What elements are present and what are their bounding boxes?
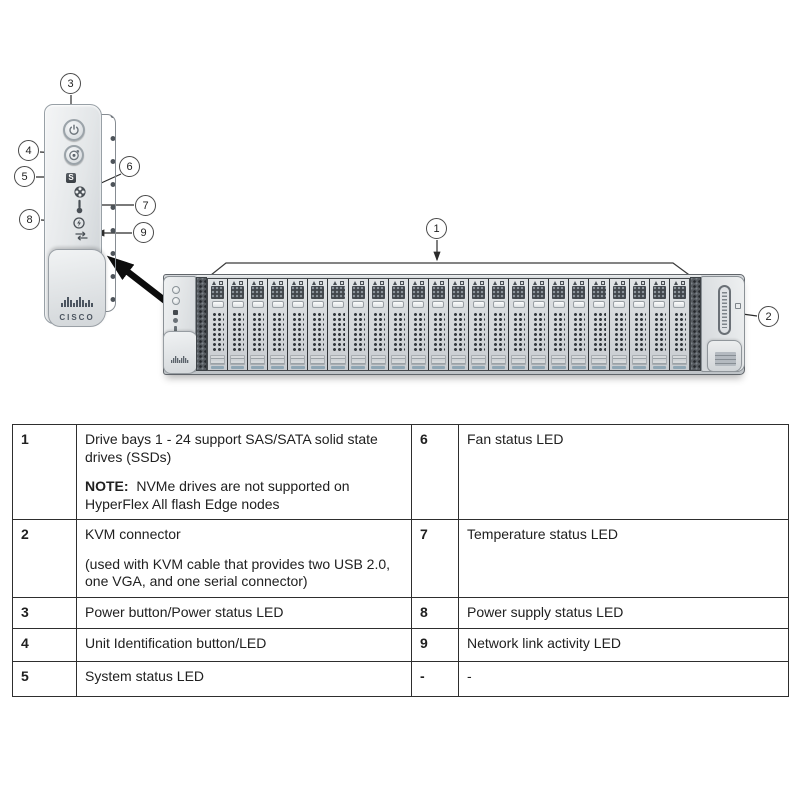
tray-release-latch (312, 301, 324, 308)
tray-warning-icon (553, 281, 557, 285)
description-paragraph: Drive bays 1 - 24 support SAS/SATA solid state drives (SSDs) (85, 431, 378, 465)
tray-base-tick (432, 366, 445, 369)
tray-vent-holes (412, 311, 425, 353)
tray-warning-icon (433, 281, 437, 285)
callout-5: 5 (14, 166, 35, 187)
tray-vent-holes (372, 311, 385, 353)
tray-base-tick (532, 366, 545, 369)
tray-indicator-icons (248, 279, 267, 286)
tray-activity-icon (380, 281, 384, 285)
tray-led-block (592, 286, 605, 299)
tray-release-latch (633, 301, 645, 308)
tray-vent-holes (271, 311, 284, 353)
tray-label (371, 355, 386, 365)
drive-bay-tray (308, 279, 327, 370)
left-vent-strip (196, 277, 207, 371)
tray-activity-icon (480, 281, 484, 285)
table-row (13, 520, 789, 598)
drive-bay-tray (489, 279, 508, 370)
callout-description-cell (459, 425, 789, 520)
tray-warning-icon (573, 281, 577, 285)
drive-bay-tray (369, 279, 388, 370)
unit-identification-icon (68, 149, 80, 161)
tray-led-block (472, 286, 485, 299)
drive-bay-tray (389, 279, 408, 370)
tray-led-block (653, 286, 666, 299)
callout-description-cell (459, 597, 789, 628)
tray-release-latch (232, 301, 244, 308)
tray-vent-holes (653, 311, 666, 353)
tray-warning-icon (533, 281, 537, 285)
description-paragraph: Fan status LED (467, 431, 564, 447)
callout-number-cell: 9 (412, 628, 459, 661)
tray-indicator-icons (469, 279, 488, 286)
tray-vent-holes (633, 311, 646, 353)
tray-base-tick (291, 366, 304, 369)
tray-label (652, 355, 667, 365)
callout-number-cell: 6 (412, 425, 459, 520)
tray-activity-icon (400, 281, 404, 285)
tray-vent-holes (231, 311, 244, 353)
tray-base-tick (592, 366, 605, 369)
callout-1: 1 (426, 218, 447, 239)
tray-release-latch (352, 301, 364, 308)
tray-indicator-icons (328, 279, 347, 286)
mini-power-button (172, 286, 180, 294)
drive-bay-tray (268, 279, 287, 370)
tray-led-block (613, 286, 626, 299)
tray-led-block (352, 286, 365, 299)
callout-description-cell (77, 597, 412, 628)
drive-bay-tray (630, 279, 649, 370)
callout-description-cell (459, 661, 789, 696)
tray-activity-icon (681, 281, 685, 285)
tray-vent-holes (472, 311, 485, 353)
tray-label (411, 355, 426, 365)
tray-vent-holes (291, 311, 304, 353)
product-label (715, 352, 736, 366)
callout-description-cell (77, 520, 412, 598)
description-paragraph: KVM connector (85, 526, 181, 542)
tray-led-block (372, 286, 385, 299)
drive-bay-tray (449, 279, 468, 370)
tray-led-block (392, 286, 405, 299)
callout-description-cell (77, 425, 412, 520)
tray-indicator-icons (549, 279, 568, 286)
tray-release-latch (252, 301, 264, 308)
drive-bay-tray (529, 279, 548, 370)
tray-release-latch (332, 301, 344, 308)
tray-indicator-icons (268, 279, 287, 286)
tray-base-tick (412, 366, 425, 369)
tray-activity-icon (500, 281, 504, 285)
tray-vent-holes (432, 311, 445, 353)
tray-label (551, 355, 566, 365)
tray-label (511, 355, 526, 365)
tray-activity-icon (641, 281, 645, 285)
tray-indicator-icons (509, 279, 528, 286)
power-button (63, 119, 85, 141)
tray-release-latch (292, 301, 304, 308)
table-row (13, 597, 789, 628)
tray-indicator-icons (610, 279, 629, 286)
drive-bay-tray (549, 279, 568, 370)
drive-bay-tray (429, 279, 448, 370)
tray-warning-icon (232, 281, 236, 285)
tray-led-block (251, 286, 264, 299)
drive-bay-tray (650, 279, 669, 370)
tray-release-latch (513, 301, 525, 308)
drive-bay-tray (208, 279, 227, 370)
tray-release-latch (493, 301, 505, 308)
tray-release-latch (212, 301, 224, 308)
server-cisco-flap (163, 331, 198, 374)
tray-led-block (452, 286, 465, 299)
tray-label (632, 355, 647, 365)
server-right-ear (701, 276, 745, 372)
tray-base-tick (371, 366, 384, 369)
tray-base-tick (673, 366, 686, 369)
fan-status-icon (74, 186, 86, 198)
tray-base-tick (211, 366, 224, 369)
tray-indicator-icons (569, 279, 588, 286)
control-panel-detail (44, 104, 116, 328)
description-paragraph: Network link activity LED (467, 634, 622, 651)
callout-9: 9 (133, 222, 154, 243)
tray-indicator-icons (349, 279, 368, 286)
drive-bay-tray (569, 279, 588, 370)
tray-activity-icon (661, 281, 665, 285)
drive-bay-tray (328, 279, 347, 370)
tray-led-block (532, 286, 545, 299)
callout-number-cell: - (412, 661, 459, 696)
tray-vent-holes (532, 311, 545, 353)
tray-label (310, 355, 325, 365)
tray-led-block (311, 286, 324, 299)
tray-base-tick (311, 366, 324, 369)
callout-7: 7 (135, 195, 156, 216)
drive-bay-tray (288, 279, 307, 370)
callout-number-cell: 1 (13, 425, 77, 520)
panel-front-face (44, 104, 102, 324)
tray-vent-holes (392, 311, 405, 353)
tray-base-tick (231, 366, 244, 369)
tray-label (431, 355, 446, 365)
tray-label (330, 355, 345, 365)
tray-led-block (552, 286, 565, 299)
tray-activity-icon (340, 281, 344, 285)
tray-label (571, 355, 586, 365)
table-row (13, 661, 789, 696)
tray-base-tick (633, 366, 646, 369)
tray-label (351, 355, 366, 365)
right-vent-strip (690, 277, 701, 371)
tray-warning-icon (353, 281, 357, 285)
tray-warning-icon (212, 281, 216, 285)
tray-label (612, 355, 627, 365)
mini-cisco-logo-bars-icon (171, 356, 191, 363)
mini-fan-status-icon (173, 318, 178, 323)
tray-base-tick (512, 366, 525, 369)
tray-release-latch (533, 301, 545, 308)
tray-label (250, 355, 265, 365)
tray-release-latch (473, 301, 485, 308)
callout-3: 3 (60, 73, 81, 94)
description-paragraph: Power supply status LED (467, 603, 624, 620)
tray-release-latch (613, 301, 625, 308)
tray-indicator-icons (288, 279, 307, 286)
temperature-status-icon (75, 199, 84, 214)
tray-led-block (412, 286, 425, 299)
tray-vent-holes (211, 311, 224, 353)
tray-led-block (492, 286, 505, 299)
tray-release-latch (452, 301, 464, 308)
tray-base-tick (472, 366, 485, 369)
tray-release-latch (272, 301, 284, 308)
tray-indicator-icons (650, 279, 669, 286)
mini-system-status-icon (173, 310, 178, 315)
callout-6: 6 (119, 156, 140, 177)
tray-led-block (211, 286, 224, 299)
drive-bay-tray (248, 279, 267, 370)
tray-label (451, 355, 466, 365)
callout-number-cell: 8 (412, 597, 459, 628)
tray-vent-holes (673, 311, 686, 353)
tray-warning-icon (453, 281, 457, 285)
tray-activity-icon (319, 281, 323, 285)
drive-bay-tray (610, 279, 629, 370)
tray-base-tick (351, 366, 364, 369)
tray-label (672, 355, 687, 365)
tray-indicator-icons (308, 279, 327, 286)
table-row (13, 425, 789, 520)
tray-activity-icon (460, 281, 464, 285)
callout-4: 4 (18, 140, 39, 161)
tray-label (491, 355, 506, 365)
tray-activity-icon (239, 281, 243, 285)
tray-warning-icon (594, 281, 598, 285)
tray-indicator-icons (389, 279, 408, 286)
tray-vent-holes (512, 311, 525, 353)
cisco-bezel-flap (48, 249, 106, 327)
tray-activity-icon (279, 281, 283, 285)
tray-led-block (633, 286, 646, 299)
tray-label (230, 355, 245, 365)
tray-led-block (432, 286, 445, 299)
drive-bay-tray (469, 279, 488, 370)
tray-indicator-icons (589, 279, 608, 286)
tray-indicator-icons (529, 279, 548, 286)
tray-led-block (331, 286, 344, 299)
drive-bay-tray (349, 279, 368, 370)
tray-activity-icon (520, 281, 524, 285)
description-paragraph: - (467, 667, 472, 684)
tray-base-tick (552, 366, 565, 369)
callout-number-cell: 4 (13, 628, 77, 661)
tray-activity-icon (601, 281, 605, 285)
tray-base-tick (271, 366, 284, 369)
server-left-ear-control-panel (163, 276, 196, 372)
tray-led-block (291, 286, 304, 299)
tray-label (471, 355, 486, 365)
tray-release-latch (593, 301, 605, 308)
tray-release-latch (432, 301, 444, 308)
tray-release-latch (673, 301, 685, 308)
callout-description-cell (77, 628, 412, 661)
tray-led-block (673, 286, 686, 299)
tray-activity-icon (420, 281, 424, 285)
tray-indicator-icons (630, 279, 649, 286)
unit-identification-button (64, 145, 84, 165)
tray-led-block (572, 286, 585, 299)
tray-warning-icon (272, 281, 276, 285)
tray-base-tick (653, 366, 666, 369)
callout-number-cell: 5 (13, 661, 77, 696)
mini-unit-id-button (172, 297, 180, 305)
tray-activity-icon (560, 281, 564, 285)
legend-table-body (13, 425, 789, 697)
tray-warning-icon (513, 281, 517, 285)
tray-release-latch (392, 301, 404, 308)
drive-bays (207, 278, 690, 371)
tray-base-tick (572, 366, 585, 369)
tray-vent-holes (352, 311, 365, 353)
tray-indicator-icons (670, 279, 689, 286)
network-link-activity-icon (74, 231, 89, 241)
tray-vent-holes (452, 311, 465, 353)
description-paragraph: Unit Identification button/LED (85, 634, 267, 651)
tray-release-latch (372, 301, 384, 308)
tray-activity-icon (440, 281, 444, 285)
description-paragraph: System status LED (85, 667, 205, 684)
callout-2: 2 (758, 306, 779, 327)
tray-activity-icon (299, 281, 303, 285)
tray-indicator-icons (369, 279, 388, 286)
tray-activity-icon (259, 281, 263, 285)
drive-bay-tray (228, 279, 247, 370)
description-paragraph: Temperature status LED (467, 526, 618, 542)
tray-activity-icon (540, 281, 544, 285)
tray-release-latch (412, 301, 424, 308)
tray-vent-holes (592, 311, 605, 353)
tray-warning-icon (674, 281, 678, 285)
tray-release-latch (573, 301, 585, 308)
tray-warning-icon (292, 281, 296, 285)
callout-description-cell (459, 628, 789, 661)
tray-warning-icon (473, 281, 477, 285)
power-supply-status-icon (73, 217, 85, 229)
cisco-logo-bars-icon (60, 296, 94, 307)
tray-vent-holes (331, 311, 344, 353)
tray-warning-icon (654, 281, 658, 285)
tray-warning-icon (634, 281, 638, 285)
tray-release-latch (653, 301, 665, 308)
callout-number-cell: 7 (412, 520, 459, 598)
tray-label (591, 355, 606, 365)
tray-led-block (271, 286, 284, 299)
drive-bay-tray (589, 279, 608, 370)
tray-label (531, 355, 546, 365)
callout-number-cell: 2 (13, 520, 77, 598)
callout-legend-table (12, 424, 789, 697)
tray-warning-icon (393, 281, 397, 285)
tray-warning-icon (373, 281, 377, 285)
tray-indicator-icons (429, 279, 448, 286)
power-icon (68, 124, 80, 136)
tray-vent-holes (552, 311, 565, 353)
tray-base-tick (612, 366, 625, 369)
drive-bay-tray (509, 279, 528, 370)
tray-indicator-icons (228, 279, 247, 286)
description-paragraph: (used with KVM cable that provides two USB 2.0, one VGA, and one serial connector) (85, 555, 391, 589)
table-row (13, 628, 789, 661)
tray-warning-icon (252, 281, 256, 285)
tray-warning-icon (614, 281, 618, 285)
tray-vent-holes (311, 311, 324, 353)
tray-warning-icon (333, 281, 337, 285)
right-ear-screw (735, 303, 741, 309)
tray-activity-icon (580, 281, 584, 285)
tray-label (210, 355, 225, 365)
cisco-logo (49, 294, 105, 322)
description-paragraph: NOTE: NVMe drives are not supported on HyperFlex All flash Edge nodes (85, 478, 350, 512)
tray-vent-holes (251, 311, 264, 353)
tray-release-latch (553, 301, 565, 308)
drive-bay-tray (670, 279, 689, 370)
callout-description-cell (459, 520, 789, 598)
tray-activity-icon (621, 281, 625, 285)
description-paragraph: Power button/Power status LED (85, 603, 284, 620)
tray-indicator-icons (489, 279, 508, 286)
tray-led-block (231, 286, 244, 299)
tray-activity-icon (360, 281, 364, 285)
tray-indicator-icons (208, 279, 227, 286)
tray-activity-icon (219, 281, 223, 285)
system-status-icon: S (66, 173, 76, 183)
drive-bay-tray (409, 279, 428, 370)
tray-indicator-icons (409, 279, 428, 286)
tray-base-tick (452, 366, 465, 369)
tray-vent-holes (492, 311, 505, 353)
tray-warning-icon (493, 281, 497, 285)
kvm-connector (718, 285, 731, 335)
tray-base-tick (331, 366, 344, 369)
tray-warning-icon (312, 281, 316, 285)
server-front-view (163, 274, 745, 375)
tray-base-tick (492, 366, 505, 369)
tray-indicator-icons (449, 279, 468, 286)
tray-label (391, 355, 406, 365)
tray-label (290, 355, 305, 365)
right-ear-flap (707, 340, 742, 372)
callout-8: 8 (19, 209, 40, 230)
callout-description-cell (77, 661, 412, 696)
tray-base-tick (251, 366, 264, 369)
cisco-wordmark: CISCO (59, 313, 95, 322)
callout-number-cell: 3 (13, 597, 77, 628)
tray-label (270, 355, 285, 365)
tray-vent-holes (572, 311, 585, 353)
tray-vent-holes (613, 311, 626, 353)
tray-base-tick (392, 366, 405, 369)
tray-led-block (512, 286, 525, 299)
tray-warning-icon (413, 281, 417, 285)
